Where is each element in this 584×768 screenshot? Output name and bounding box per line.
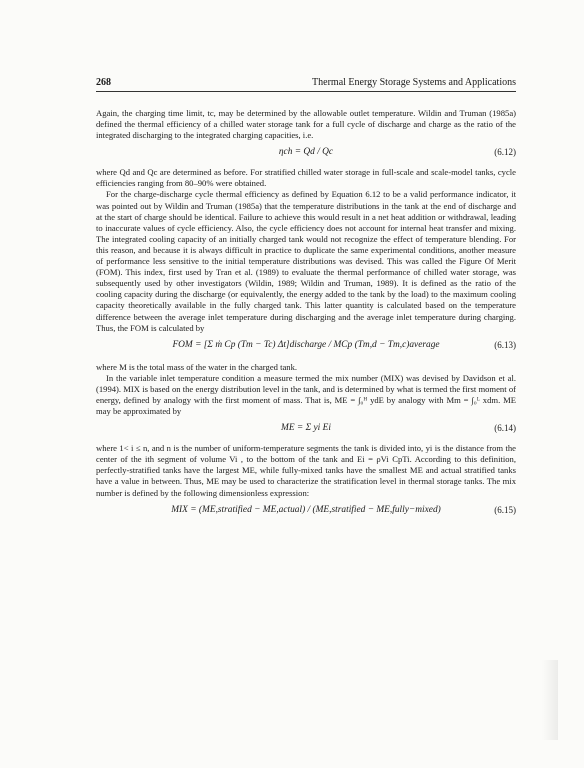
- equation-expression: MIX = (ME,stratified − ME,actual) / (ME,stratified − ME,fully−mixed): [171, 504, 441, 515]
- equation-6-13: [96, 334, 516, 362]
- equation-6-12: [96, 141, 516, 167]
- equation-number: (6.14): [494, 423, 516, 434]
- page-number: 268: [96, 77, 111, 88]
- running-title: Thermal Energy Storage Systems and Applications: [312, 77, 516, 88]
- paragraph: where 1< i ≤ n, and n is the number of uniform-temperature segments the tank is divided into, yi is the distance from the center of the ith segment of volume Vi , to the bottom of the tank and Ei = ρVi CpTi. According to this definition, perfectly-stratified tanks have the largest ME, while fully-mixed tanks have the smallest ME and actual stratified tanks have a value in between. Thus, ME may be used to characterize the stratification level in thermal storage tanks. The mix number is defined by the following dimensionless expression:: [96, 443, 516, 498]
- equation-6-14: [96, 417, 516, 443]
- paragraph: where Qd and Qc are determined as before. For stratified chilled water storage in full-scale and scale-model tanks, cycle efficiencies ranging from 80–90% were obtained.: [96, 167, 516, 189]
- equation-number: (6.15): [494, 504, 516, 515]
- equation-expression: FOM = [Σ ṁ Cp (Tm − Tc) Δt]discharge / MCp (Tm,d − Tm,c)average: [172, 339, 440, 350]
- equation-expression: ME = Σ yi Ei: [281, 423, 331, 434]
- paragraph: For the charge-discharge cycle thermal efficiency as defined by Equation 6.12 to be a valid performance indicator, it was pointed out by Wildin and Truman (1985a) that the temperature distributions in the tank at the end of discharge and at the start of charge should be identical. Failure to achieve this would result in a net heat addition or withdrawal, leading to inaccurate values of cycle efficiency. Also, the cycle efficiency does not account for internal heat transfer and mixing. The integrated cooling capacity of an initially charged tank would not recognize the effect of temperature blending. For this reason, and because it is always difficult in practice to duplicate the same experimental conditions, another measure of performance less sensitive to the initial temperature distributions was devised. This was called the Figure Of Merit (FOM). This index, first used by Tran et al. (1989) to evaluate the thermal performance of chilled water storage, was subsequently used by other investigators (Wildin, 1989; Wildin and Truman, 1989). It is defined as the ratio of the cooling capacity during the discharge (or equivalently, the energy added to the tank by the load) to the maximum cooling capacity theoretically available in the fully charged tank. This latter quantity is calculated based on the temperature difference between the average inlet temperature during discharging and the average inlet temperature during charging. Thus, the FOM is calculated by: [96, 189, 516, 333]
- paragraph: In the variable inlet temperature condition a measure termed the mix number (MIX) was devised by Davidson et al. (1994). MIX is based on the energy distribution level in the tank, and is determined by what is termed the first moment of energy, defined by analogy with the first moment of mass. That is, ME = ∫₀ᴴ ydE by analogy with Mm = ∫₀ᴸ xdm. ME may be approximated by: [96, 372, 516, 417]
- equation-expression: ηch = Qd / Qc: [278, 147, 334, 158]
- equation-number: (6.13): [494, 339, 516, 350]
- paragraph: where M is the total mass of the water in the charged tank.: [96, 361, 298, 372]
- body-text: [96, 108, 516, 525]
- equation-6-15: [96, 499, 516, 525]
- running-header: [96, 76, 516, 92]
- paragraph: Again, the charging time limit, tc, may be determined by the allowable outlet temperature. Wildin and Truman (1985a) defined the thermal efficiency of a chilled water storage tank for a full cycle of discharge and charge as the ratio of the integrated discharging to the integrated charging capacities, i.e.: [96, 108, 516, 141]
- header-rule: [96, 91, 516, 92]
- scan-edge-shadow: [542, 660, 558, 740]
- equation-number: (6.12): [494, 147, 516, 158]
